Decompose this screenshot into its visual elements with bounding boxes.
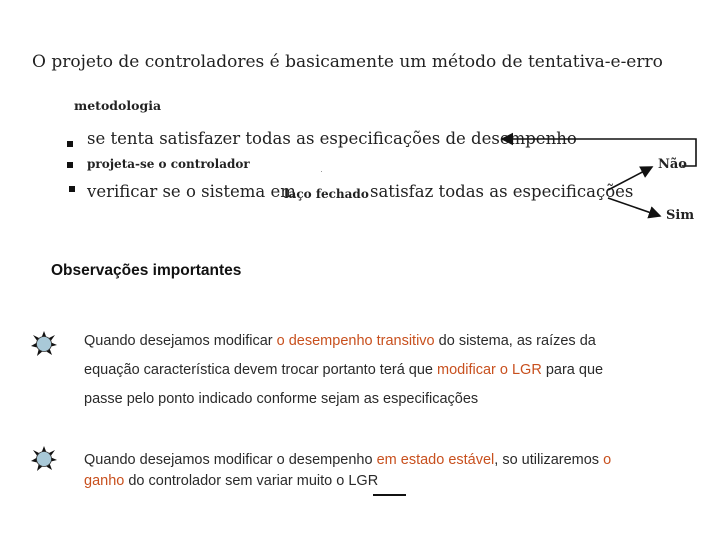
no-branch-arrow	[608, 167, 652, 190]
observation-2-line-2: ganho do controlador sem variar muito o LGR	[84, 473, 379, 489]
headline: O projeto de controladores é basicamente um método de tentativa-e-erro	[32, 52, 663, 72]
observation-1-line-3: passe pelo ponto indicado conforme sejam as especificações	[84, 391, 479, 407]
observation-1-line-1: Quando desejamos modificar o desempenho transitivo do sistema, as raízes da	[84, 333, 596, 349]
step-3-text-closed-loop: laço fechado	[284, 187, 369, 201]
decision-no-label: Não	[658, 157, 687, 172]
sun-star-icon	[31, 331, 57, 357]
step-2-text: projeta-se o controlador	[87, 157, 250, 171]
decision-yes-label: Sim	[666, 208, 695, 223]
step-3-text-before: verificar se o sistema em	[87, 182, 296, 201]
observation-2-line-1: Quando desejamos modificar o desempenho em estado estável, so utilizaremos o	[84, 452, 612, 468]
observations-title: Observações importantes	[51, 262, 242, 279]
methodology-title: metodologia	[74, 98, 162, 113]
observation-1-line-2: equação característica devem trocar portanto terá que modificar o LGR para que	[84, 362, 604, 378]
yes-branch-arrow	[608, 198, 660, 216]
step-3-text-after: satisfaz todas as especificações	[370, 182, 634, 201]
lgr-underline	[373, 494, 406, 496]
sun-star-icon	[31, 446, 57, 472]
step-1-text: se tenta satisfazer todas as especificações de desempenho	[87, 129, 577, 148]
